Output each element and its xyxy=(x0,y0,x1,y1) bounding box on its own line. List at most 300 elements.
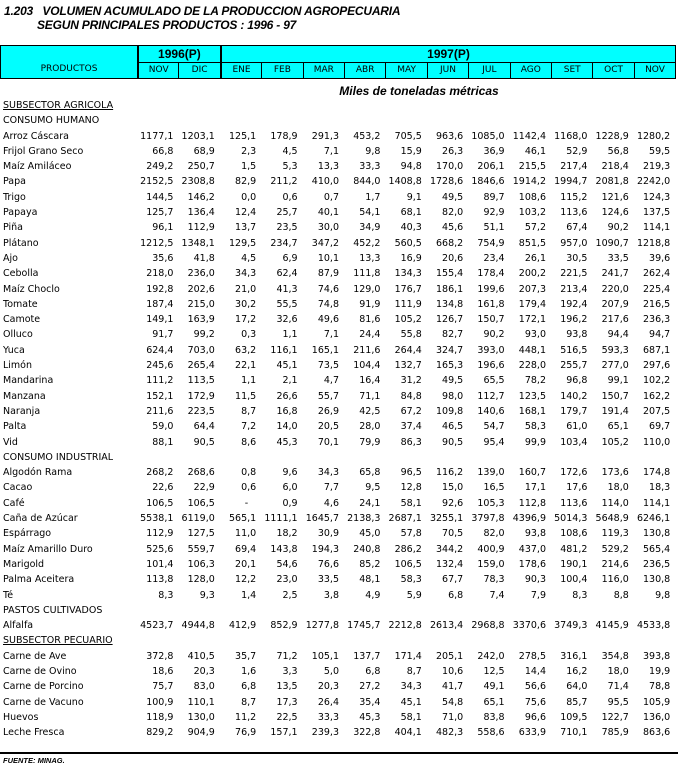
cell-value: 1994,7 xyxy=(554,176,588,188)
table-row xyxy=(0,496,678,511)
cell-value: 1645,7 xyxy=(305,513,339,525)
cell-value: 6,0 xyxy=(282,482,298,494)
cell-value: 9,1 xyxy=(406,191,422,203)
row-label: Té xyxy=(3,589,14,601)
cell-value: 1111,1 xyxy=(264,513,298,525)
header-year-group: 1997(P) xyxy=(220,46,675,63)
cell-value: 26,1 xyxy=(524,252,546,264)
cell-value: 4396,9 xyxy=(512,513,546,525)
cell-value: 105,3 xyxy=(477,497,505,509)
cell-value: 1280,2 xyxy=(636,130,671,142)
table-row xyxy=(0,526,678,541)
cell-value: 40,3 xyxy=(400,222,422,234)
cell-value: 410,5 xyxy=(187,650,215,662)
cell-value: 149,1 xyxy=(146,314,174,326)
cell-value: 24,4 xyxy=(359,329,381,341)
cell-value: 121,6 xyxy=(601,191,629,203)
cell-value: 39,6 xyxy=(649,252,671,264)
cell-value: 110,1 xyxy=(187,696,215,708)
cell-value: 172,6 xyxy=(560,467,588,479)
table-row xyxy=(0,572,678,587)
cell-value: 13,7 xyxy=(235,222,257,234)
cell-value: 66,8 xyxy=(152,145,174,157)
table-row xyxy=(0,190,678,205)
cell-value: 116,1 xyxy=(270,344,298,356)
cell-value: 176,7 xyxy=(394,283,422,295)
cell-value: 75,7 xyxy=(152,681,174,693)
cell-value: 116,0 xyxy=(601,574,629,586)
cell-value: 1,1 xyxy=(241,375,257,387)
row-label: Algodón Rama xyxy=(3,467,73,479)
cell-value: 102,2 xyxy=(642,375,671,387)
cell-value: 82,9 xyxy=(235,176,257,188)
table-row xyxy=(0,588,678,603)
header-month: OCT xyxy=(592,63,633,78)
cell-value: 9,3 xyxy=(199,589,215,601)
row-label: Yuca xyxy=(3,344,25,356)
cell-value: 904,9 xyxy=(187,727,215,739)
cell-value: 18,2 xyxy=(276,528,298,540)
cell-value: 14,4 xyxy=(524,665,546,677)
cell-value: 54,6 xyxy=(276,558,298,570)
cell-value: 559,7 xyxy=(187,543,215,555)
cell-value: 90,2 xyxy=(483,329,505,341)
cell-value: 9,5 xyxy=(365,482,381,494)
row-label: Piña xyxy=(3,222,24,234)
cell-value: 1228,9 xyxy=(595,130,629,142)
cell-value: 240,8 xyxy=(353,543,381,555)
cell-value: 324,7 xyxy=(435,344,464,356)
cell-value: 27,2 xyxy=(359,681,381,693)
cell-value: 7,2 xyxy=(241,421,257,433)
header-month: ENE xyxy=(220,63,261,78)
cell-value: 134,3 xyxy=(394,268,422,280)
row-label: Olluco xyxy=(3,329,33,341)
cell-value: 1142,4 xyxy=(512,130,546,142)
cell-value: 61,0 xyxy=(566,421,588,433)
row-label: Carne de Ave xyxy=(3,650,67,662)
cell-value: 45,0 xyxy=(359,528,381,540)
cell-value: 94,7 xyxy=(649,329,671,341)
cell-value: 2212,8 xyxy=(388,620,422,632)
cell-value: 119,3 xyxy=(601,528,629,540)
cell-value: 0,9 xyxy=(282,497,298,509)
cell-value: 95,4 xyxy=(483,436,505,448)
cell-value: 1218,8 xyxy=(636,237,671,249)
cell-value: 412,9 xyxy=(228,620,257,632)
cell-value: 785,9 xyxy=(601,727,629,739)
row-label: Vid xyxy=(3,436,18,448)
cell-value: 140,2 xyxy=(560,390,588,402)
cell-value: 122,7 xyxy=(601,711,629,723)
cell-value: 93,8 xyxy=(566,329,588,341)
cell-value: 4944,8 xyxy=(181,620,215,632)
cell-value: 316,1 xyxy=(560,650,588,662)
table-subtitle: SEGUN PRINCIPALES PRODUCTOS : 1996 - 97 xyxy=(37,18,297,32)
cell-value: 6,8 xyxy=(365,665,381,677)
cell-value: 187,4 xyxy=(146,298,174,310)
row-label: Palta xyxy=(3,421,27,433)
cell-value: 7,9 xyxy=(530,589,546,601)
cell-value: 17,3 xyxy=(276,696,298,708)
cell-value: 96,1 xyxy=(152,222,174,234)
cell-value: 91,7 xyxy=(152,329,174,341)
cell-value: 130,0 xyxy=(187,711,215,723)
row-label: SUBSECTOR AGRICOLA xyxy=(3,100,114,111)
cell-value: 207,9 xyxy=(601,298,629,310)
cell-value: 85,7 xyxy=(566,696,588,708)
cell-value: 239,3 xyxy=(311,727,339,739)
row-label: Leche Fresca xyxy=(3,727,65,739)
row-label: Mandarina xyxy=(3,375,54,387)
cell-value: 322,8 xyxy=(353,727,381,739)
cell-value: 116,2 xyxy=(435,467,464,479)
cell-value: 242,0 xyxy=(477,650,505,662)
cell-value: 2308,8 xyxy=(181,176,215,188)
cell-value: 71,2 xyxy=(276,650,298,662)
cell-value: 205,1 xyxy=(435,650,464,662)
table-title: 1.203 VOLUMEN ACUMULADO DE LA PRODUCCION AGROPECUARIA xyxy=(4,4,401,18)
cell-value: 63,2 xyxy=(235,344,257,356)
cell-value: 560,5 xyxy=(394,237,422,249)
cell-value: 55,8 xyxy=(400,329,422,341)
cell-value: 67,4 xyxy=(566,222,588,234)
cell-value: 127,5 xyxy=(187,528,215,540)
cell-value: 6,8 xyxy=(241,681,257,693)
cell-value: 8,3 xyxy=(158,589,174,601)
header-month: AGO xyxy=(510,63,551,78)
cell-value: 194,3 xyxy=(311,543,339,555)
cell-value: 70,1 xyxy=(317,436,339,448)
cell-value: 178,9 xyxy=(270,130,298,142)
cell-value: 2687,1 xyxy=(388,513,422,525)
cell-value: 23,4 xyxy=(483,252,505,264)
cell-value: 5,3 xyxy=(282,161,298,173)
cell-value: 136,4 xyxy=(187,207,215,219)
cell-value: 114,0 xyxy=(601,497,629,509)
cell-value: 31,2 xyxy=(400,375,422,387)
cell-value: 144,5 xyxy=(146,191,174,203)
cell-value: 155,4 xyxy=(435,268,464,280)
cell-value: 8,6 xyxy=(241,436,257,448)
cell-value: 200,2 xyxy=(518,268,546,280)
cell-value: 112,9 xyxy=(146,528,174,540)
cell-value: 103,2 xyxy=(518,207,546,219)
cell-value: 65,1 xyxy=(607,421,629,433)
cell-value: 852,9 xyxy=(270,620,298,632)
header-month: ABR xyxy=(344,63,385,78)
cell-value: 3370,6 xyxy=(512,620,546,632)
cell-value: 525,6 xyxy=(146,543,174,555)
cell-value: 49,6 xyxy=(317,314,339,326)
cell-value: 49,5 xyxy=(442,375,464,387)
cell-value: 624,4 xyxy=(146,344,174,356)
cell-value: 105,2 xyxy=(394,314,422,326)
cell-value: 16,9 xyxy=(400,252,422,264)
cell-value: 452,2 xyxy=(353,237,381,249)
cell-value: 93,0 xyxy=(524,329,546,341)
table-header xyxy=(0,45,676,79)
cell-value: 57,8 xyxy=(400,528,422,540)
header-month: NOV xyxy=(634,63,675,78)
cell-value: 565,4 xyxy=(642,543,671,555)
cell-value: 4,5 xyxy=(241,252,257,264)
cell-value: 262,4 xyxy=(642,268,671,280)
cell-value: 5,0 xyxy=(323,665,339,677)
cell-value: 92,9 xyxy=(483,207,505,219)
row-label: Naranja xyxy=(3,405,41,417)
cell-value: 18,0 xyxy=(607,482,629,494)
cell-value: 687,1 xyxy=(642,344,671,356)
cell-value: 65,8 xyxy=(359,467,381,479)
cell-value: 171,4 xyxy=(394,650,422,662)
cell-value: 65,1 xyxy=(483,696,505,708)
cell-value: 9,8 xyxy=(655,589,671,601)
cell-value: 4533,8 xyxy=(636,620,671,632)
cell-value: 101,4 xyxy=(146,558,174,570)
cell-value: 41,8 xyxy=(193,252,215,264)
cell-value: 33,5 xyxy=(607,252,629,264)
cell-value: 161,8 xyxy=(477,298,505,310)
cell-value: 99,9 xyxy=(524,436,546,448)
cell-value: 2,1 xyxy=(282,375,298,387)
cell-value: 112,7 xyxy=(477,390,505,402)
cell-value: 79,9 xyxy=(359,436,381,448)
cell-value: 78,2 xyxy=(524,375,546,387)
cell-value: 18,6 xyxy=(152,665,174,677)
cell-value: 68,9 xyxy=(193,145,215,157)
cell-value: 8,7 xyxy=(241,405,257,417)
cell-value: 844,0 xyxy=(353,176,381,188)
table-row xyxy=(0,220,678,235)
cell-value: 957,0 xyxy=(560,237,588,249)
cell-value: 129,0 xyxy=(353,283,381,295)
cell-value: 13,3 xyxy=(359,252,381,264)
cell-value: 71,0 xyxy=(442,711,464,723)
cell-value: 1408,8 xyxy=(388,176,422,188)
header-products: PRODUCTOS xyxy=(40,64,98,74)
cell-value: 118,9 xyxy=(146,711,174,723)
cell-value: 17,6 xyxy=(566,482,588,494)
cell-value: 26,4 xyxy=(317,696,339,708)
row-label: SUBSECTOR PECUARIO xyxy=(3,635,113,647)
cell-value: 705,5 xyxy=(394,130,422,142)
cell-value: 108,6 xyxy=(518,191,546,203)
cell-value: 105,1 xyxy=(311,650,339,662)
cell-value: 963,6 xyxy=(435,130,464,142)
table-row xyxy=(0,129,678,144)
cell-value: 134,8 xyxy=(435,298,464,310)
cell-value: 2,5 xyxy=(282,589,298,601)
cell-value: 113,6 xyxy=(560,207,588,219)
cell-value: 128,0 xyxy=(187,574,215,586)
cell-value: 2242,0 xyxy=(636,176,671,188)
cell-value: 94,4 xyxy=(607,329,629,341)
cell-value: 2613,4 xyxy=(429,620,464,632)
cell-value: 82,7 xyxy=(442,329,464,341)
table-row xyxy=(0,664,678,679)
cell-value: 41,7 xyxy=(442,681,464,693)
row-label: Cebolla xyxy=(3,268,39,280)
cell-value: 90,2 xyxy=(607,222,629,234)
cell-value: 178,4 xyxy=(477,268,505,280)
cell-value: 8,3 xyxy=(572,589,588,601)
table-row xyxy=(0,373,678,388)
cell-value: 160,7 xyxy=(518,467,546,479)
cell-value: 99,1 xyxy=(607,375,629,387)
row-label: CONSUMO INDUSTRIAL xyxy=(3,451,114,463)
cell-value: 132,4 xyxy=(435,558,464,570)
cell-value: 1090,7 xyxy=(595,237,629,249)
cell-value: 35,7 xyxy=(235,650,257,662)
table-row xyxy=(0,266,678,281)
cell-value: 250,7 xyxy=(187,161,215,173)
cell-value: 85,2 xyxy=(359,558,381,570)
row-label: Café xyxy=(3,497,25,509)
cell-value: 34,9 xyxy=(359,222,381,234)
cell-value: 0,8 xyxy=(241,467,257,479)
cell-value: 236,3 xyxy=(642,314,671,326)
cell-value: 199,6 xyxy=(477,283,505,295)
cell-value: 22,9 xyxy=(193,482,215,494)
cell-value: 88,1 xyxy=(152,436,174,448)
cell-value: 140,6 xyxy=(477,405,505,417)
cell-value: 6,9 xyxy=(282,252,298,264)
cell-value: 16,4 xyxy=(359,375,381,387)
table-row xyxy=(0,312,678,327)
cell-value: 7,7 xyxy=(323,482,339,494)
group-heading xyxy=(0,113,678,128)
cell-value: 410,0 xyxy=(311,176,339,188)
cell-value: 123,5 xyxy=(518,390,546,402)
cell-value: 64,0 xyxy=(566,681,588,693)
group-heading xyxy=(0,450,678,465)
row-label: Ajo xyxy=(3,252,18,264)
cell-value: 163,9 xyxy=(187,314,215,326)
cell-value: 255,7 xyxy=(560,360,588,372)
cell-value: 221,5 xyxy=(560,268,588,280)
cell-value: 2081,8 xyxy=(595,176,629,188)
cell-value: 190,1 xyxy=(560,558,588,570)
cell-value: 3255,1 xyxy=(429,513,464,525)
cell-value: 58,1 xyxy=(400,497,422,509)
cell-value: 1728,6 xyxy=(429,176,464,188)
table-row xyxy=(0,419,678,434)
cell-value: 668,2 xyxy=(435,237,464,249)
cell-value: 26,3 xyxy=(442,145,464,157)
cell-value: 16,2 xyxy=(566,665,588,677)
cell-value: 159,0 xyxy=(477,558,505,570)
cell-value: 179,4 xyxy=(518,298,546,310)
cell-value: 1168,0 xyxy=(554,130,588,142)
cell-value: 137,7 xyxy=(353,650,381,662)
cell-value: 68,1 xyxy=(400,207,422,219)
cell-value: 106,5 xyxy=(394,558,422,570)
cell-value: 111,8 xyxy=(353,268,381,280)
cell-value: 36,9 xyxy=(483,145,505,157)
cell-value: 105,2 xyxy=(601,436,629,448)
cell-value: 448,1 xyxy=(518,344,546,356)
cell-value: 90,3 xyxy=(524,574,546,586)
cell-value: 633,9 xyxy=(518,727,546,739)
cell-value: 111,9 xyxy=(394,298,422,310)
cell-value: 174,8 xyxy=(642,467,671,479)
cell-value: 12,2 xyxy=(235,574,257,586)
cell-value: 71,4 xyxy=(607,681,629,693)
table-row xyxy=(0,695,678,710)
cell-value: 18,3 xyxy=(649,482,671,494)
cell-value: 82,0 xyxy=(442,207,464,219)
cell-value: 108,6 xyxy=(560,528,588,540)
cell-value: 6119,0 xyxy=(181,513,215,525)
cell-value: 211,2 xyxy=(270,176,298,188)
row-label: Limón xyxy=(3,360,33,372)
cell-value: 74,8 xyxy=(317,298,339,310)
cell-value: 55,7 xyxy=(317,390,339,402)
cell-value: 54,7 xyxy=(483,421,505,433)
cell-value: 437,0 xyxy=(518,543,546,555)
cell-value: 130,8 xyxy=(642,574,671,586)
row-label: Papa xyxy=(3,176,26,188)
table-row xyxy=(0,297,678,312)
cell-value: 86,3 xyxy=(400,436,422,448)
cell-value: 125,7 xyxy=(146,207,174,219)
cell-value: 96,8 xyxy=(566,375,588,387)
cell-value: 76,9 xyxy=(235,727,257,739)
cell-value: 84,8 xyxy=(400,390,422,402)
table-row xyxy=(0,389,678,404)
cell-value: 73,5 xyxy=(317,360,339,372)
cell-value: 186,1 xyxy=(435,283,464,295)
cell-value: 52,9 xyxy=(566,145,588,157)
cell-value: 46,1 xyxy=(524,145,546,157)
cell-value: 30,9 xyxy=(317,528,339,540)
cell-value: 112,9 xyxy=(187,222,215,234)
cell-value: 106,5 xyxy=(146,497,174,509)
row-label: Carne de Porcino xyxy=(3,681,84,693)
cell-value: 1203,1 xyxy=(181,130,215,142)
cell-value: 111,2 xyxy=(146,375,174,387)
table-row xyxy=(0,205,678,220)
cell-value: 70,5 xyxy=(442,528,464,540)
cell-value: 220,0 xyxy=(601,283,629,295)
cell-value: 37,4 xyxy=(400,421,422,433)
cell-value: - xyxy=(244,497,249,509)
cell-value: 9,8 xyxy=(365,145,381,157)
cell-value: 126,7 xyxy=(435,314,464,326)
cell-value: 249,2 xyxy=(146,161,174,173)
cell-value: 12,4 xyxy=(235,207,257,219)
cell-value: 74,6 xyxy=(317,283,339,295)
cell-value: 90,5 xyxy=(442,436,464,448)
cell-value: 7,1 xyxy=(323,329,339,341)
cell-value: 125,1 xyxy=(228,130,257,142)
cell-value: 54,8 xyxy=(442,696,464,708)
cell-value: 95,5 xyxy=(607,696,629,708)
cell-value: 124,3 xyxy=(642,191,671,203)
cell-value: 67,2 xyxy=(400,405,422,417)
cell-value: 67,7 xyxy=(442,574,464,586)
cell-value: 57,2 xyxy=(524,222,546,234)
row-label: Alfalfa xyxy=(3,620,34,632)
cell-value: 109,8 xyxy=(435,405,464,417)
cell-value: 215,5 xyxy=(518,161,546,173)
row-label: Manzana xyxy=(3,390,46,402)
cell-value: 30,0 xyxy=(317,222,339,234)
cell-value: 347,2 xyxy=(311,237,339,249)
cell-value: 291,3 xyxy=(311,130,339,142)
cell-value: 264,4 xyxy=(394,344,422,356)
